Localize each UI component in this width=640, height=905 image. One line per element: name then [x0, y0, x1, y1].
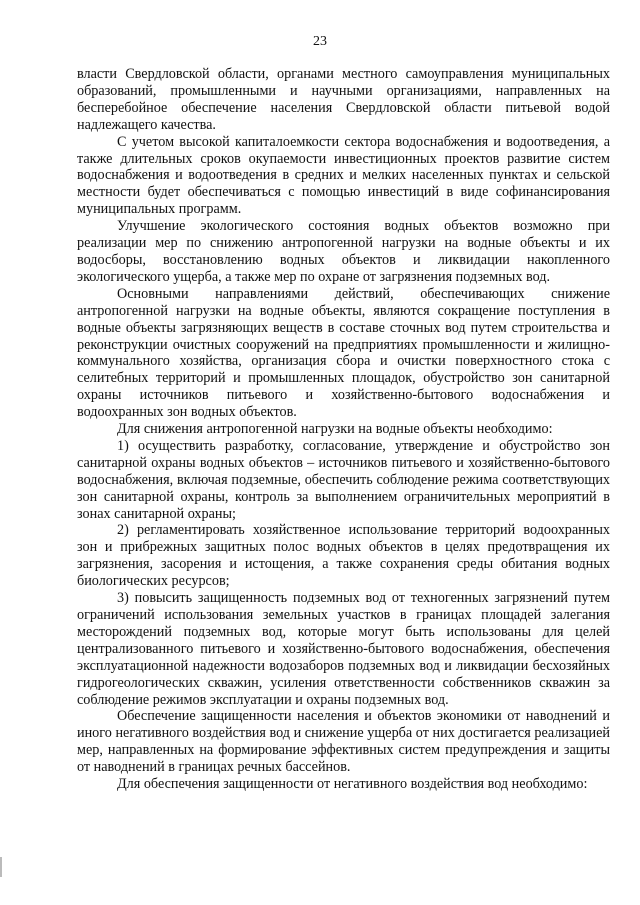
paragraph-main-directions: Основными направлениями действий, обеспечивающих снижение антропогенной нагрузки на водные объекты, являются сокращение поступления в водные объекты загрязняющих веществ в составе сточных вод путем строительства и реконструкции очистных сооружений на предприятиях промышленности и жилищно-коммунального хозяйства, организация сбора и очистки поверхностного стока с селитебных территорий и промышленных площадок, обустройство зон санитарной охраны источников питьевого и хозяйственно-бытового водоснабжения и водоохранных зон водных объектов.: [77, 285, 610, 421]
list-item-3: 3) повысить защищенность подземных вод от техногенных загрязнений путем ограничений использования земельных участков в границах площадей залегания месторождений подземных вод, которые могут быть использованы для целей централизованного питьевого и хозяйственно-бытового водоснабжения, обеспечения эксплуатационной надежности водозаборов подземных вод и ликвидации бесхозяйных гидрогеологических скважин, усиления ответственности собственников скважин за соблюдение режимов эксплуатации и охраны подземных вод.: [77, 590, 610, 708]
paragraph-flood-protection: Обеспечение защищенности населения и объектов экономики от наводнений и иного негативного воздействия вод и снижение ущерба от них достигается реализацией мер, направленных на формирование эффективных систем предупреждения и защиты от наводнений в границах речных бассейнов.: [77, 708, 610, 776]
list-item-1: 1) осуществить разработку, согласование, утверждение и обустройство зон санитарной охраны водных объектов – источников питьевого и хозяйственно-бытового водоснабжения, включая подземные, обеспечить соблюдение режима соответствующих зон санитарной охраны, контроль за выполнением ограничительных мероприятий в зонах санитарной охраны;: [77, 437, 610, 522]
scan-edge-mark: [0, 857, 2, 877]
paragraph-continuation: власти Свердловской области, органами местного самоуправления муниципальных образований, промышленными и научными организациями, направленных на бесперебойное обеспечение населения Свердловской области питьевой водой надлежащего качества.: [77, 66, 610, 133]
list-item-2: 2) регламентировать хозяйственное использование территорий водоохранных зон и прибрежных защитных полос водных объектов в целях предотвращения их загрязнения, засорения и истощения, а также сохранения среды обитания водных биологических ресурсов;: [77, 522, 610, 590]
paragraph-load-reduction-intro: Для снижения антропогенной нагрузки на водные объекты необходимо:: [117, 421, 553, 438]
document-body: [77, 66, 610, 793]
paragraph-ecology: Улучшение экологического состояния водных объектов возможно при реализации мер по снижению антропогенной нагрузки на водные объекты и их водосборы, восстановлению водных объектов и ликвидации накопленного экологического ущерба, а также мер по охране от загрязнения подземных вод.: [77, 218, 610, 285]
paragraph-investment: С учетом высокой капиталоемкости сектора водоснабжения и водоотведения, а также длительных сроков окупаемости инвестиционных проектов развитие систем водоснабжения и водоотведения в средних и мелких населенных пунктах и сельской местности будет обеспечиваться с помощью инвестиций в виде софинансирования муниципальных программ.: [77, 133, 610, 218]
paragraph-negative-impact: Для обеспечения защищенности от негативного воздействия вод необходимо:: [117, 776, 588, 793]
page-number: 23: [313, 34, 327, 49]
